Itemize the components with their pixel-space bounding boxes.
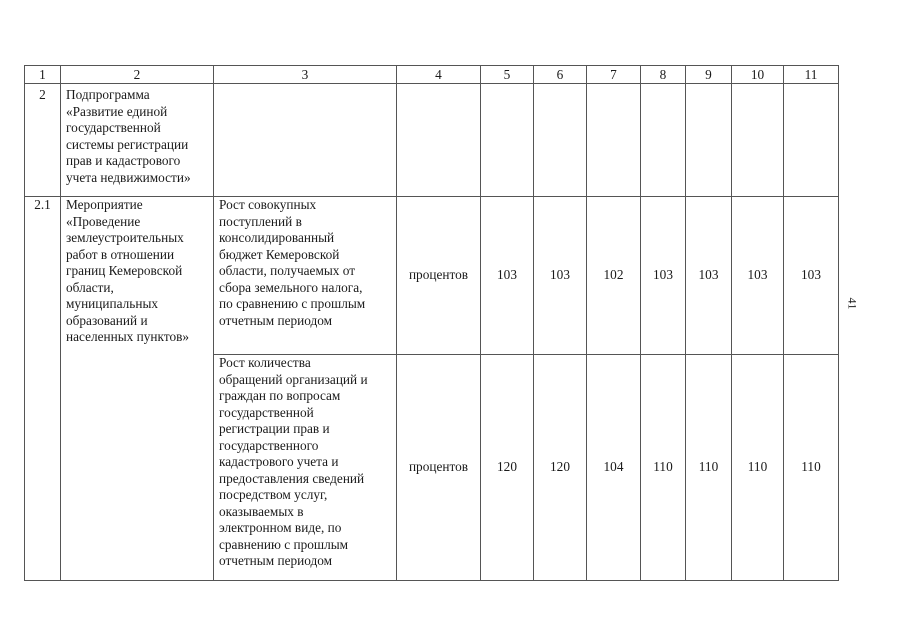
subprogram-number: 2 (25, 84, 61, 197)
column-number-header: 8 (641, 66, 686, 84)
measure-title: Мероприятие «Проведение землеустроительных работ в отношении границ Кемеровской области, муниципальных образований и населенных пунктов» (61, 197, 214, 581)
indicator-value: 103 (534, 197, 587, 355)
column-number-header: 9 (686, 66, 732, 84)
column-number-header: 4 (397, 66, 481, 84)
column-number-header: 10 (732, 66, 784, 84)
empty-cell (641, 84, 686, 197)
subprogram-title: Подпрограмма «Развитие единой государственной системы регистрации прав и кадастрового учета недвижимости» (61, 84, 214, 197)
column-number-header: 2 (61, 66, 214, 84)
column-number-header: 5 (481, 66, 534, 84)
empty-cell (587, 84, 641, 197)
column-number-header: 3 (214, 66, 397, 84)
indicator-value: 120 (534, 355, 587, 581)
indicator-value: 103 (686, 197, 732, 355)
indicator-value: 103 (641, 197, 686, 355)
empty-cell (732, 84, 784, 197)
column-number-header: 11 (784, 66, 839, 84)
empty-cell (397, 84, 481, 197)
subprogram-row (25, 84, 839, 197)
indicator-value: 102 (587, 197, 641, 355)
indicator-name: Рост количества обращений организаций и граждан по вопросам государственной регистрации прав и государственного кадастрового учета и предоставления сведений посредством услуг, оказываемых в электронном виде, по сравнению с прошлым отчетным периодом (214, 355, 397, 581)
empty-cell (784, 84, 839, 197)
table-header-row (25, 66, 839, 84)
indicator-unit: процентов (397, 197, 481, 355)
indicator-value: 110 (641, 355, 686, 581)
column-number-header: 6 (534, 66, 587, 84)
indicator-unit: процентов (397, 355, 481, 581)
indicator-value: 110 (784, 355, 839, 581)
empty-cell (686, 84, 732, 197)
empty-cell (534, 84, 587, 197)
indicator-value: 103 (732, 197, 784, 355)
indicator-value: 103 (481, 197, 534, 355)
indicator-value: 103 (784, 197, 839, 355)
empty-cell (481, 84, 534, 197)
measure-number: 2.1 (25, 197, 61, 581)
column-number-header: 1 (25, 66, 61, 84)
page-number: 41 (845, 297, 860, 310)
indicator-row (25, 197, 839, 355)
indicator-value: 120 (481, 355, 534, 581)
column-number-header: 7 (587, 66, 641, 84)
indicators-table (24, 65, 839, 581)
empty-cell (214, 84, 397, 197)
indicator-value: 110 (686, 355, 732, 581)
indicator-name: Рост совокупных поступлений в консолидированный бюджет Кемеровской области, получаемых от сбора земельного налога, по сравнению с прошлым отчетным периодом (214, 197, 397, 355)
indicator-value: 104 (587, 355, 641, 581)
indicator-value: 110 (732, 355, 784, 581)
